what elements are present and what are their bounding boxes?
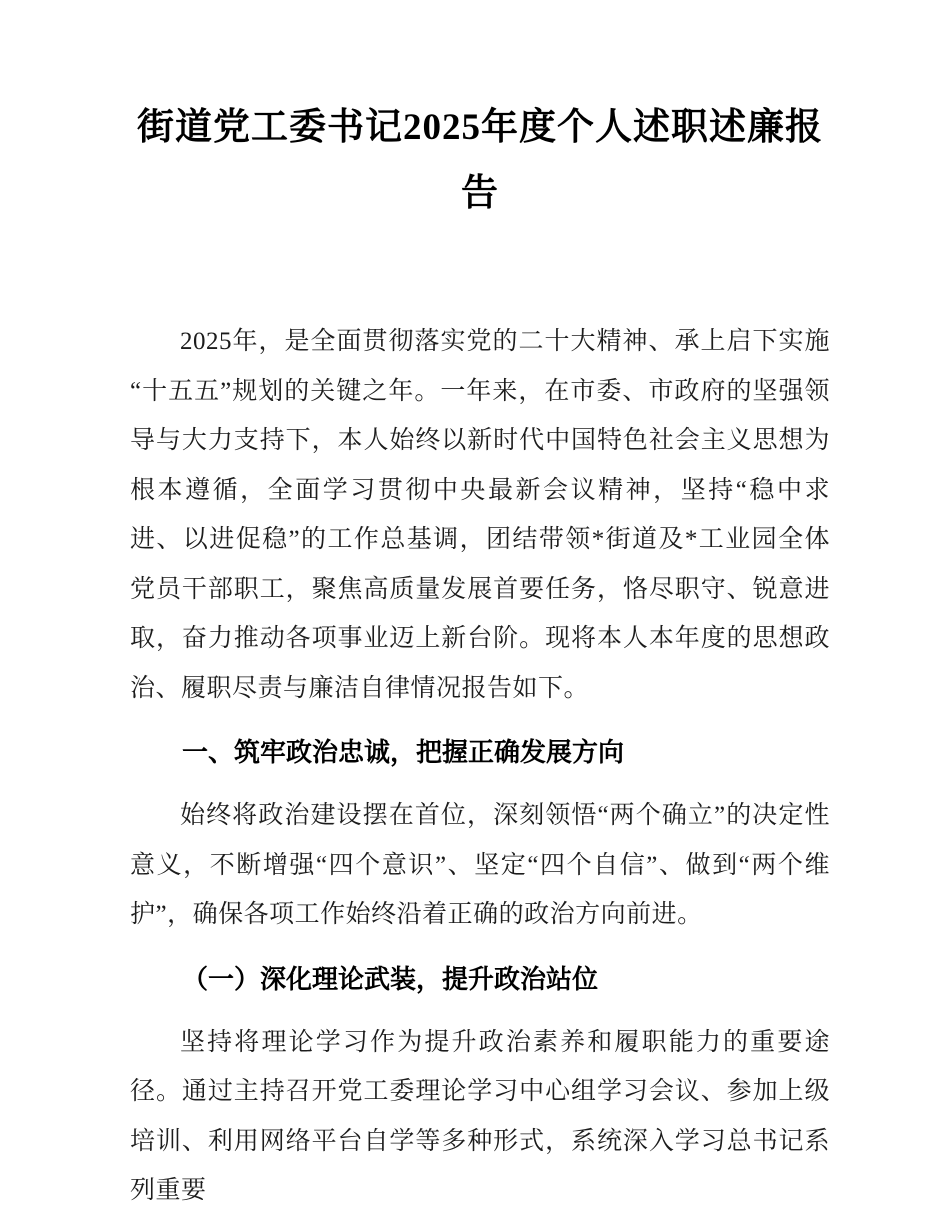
section-1-paragraph: 始终将政治建设摆在首位，深刻领悟“两个确立”的决定性意义，不断增强“四个意识”、坚定“四个自信”、做到“两个维护”，确保各项工作始终沿着正确的政治方向前进。 (130, 802, 830, 928)
heading-subsection-1-1: （一）深化理论武装，提升政治站位 (182, 963, 599, 994)
document-title: 街道党工委书记2025年度个人述职述廉报告 (137, 107, 823, 214)
intro-paragraph: 2025年，是全面贯彻落实党的二十大精神、承上启下实施“十五五”规划的关键之年。一年来，在市委、市政府的坚强领导与大力支持下，本人始终以新时代中国特色社会主义思想为根本遵循，全面学习贯彻中央最新会议精神，坚持“稳中求进、以进促稳”的工作总基调，团结带领*街道及*工业园全体党员干部职工，聚焦高质量发展首要任务，恪尽职守、锐意进取，奋力推动各项事业迈上新台阶。现将本人本年度的思想政治、履职尽责与廉洁自律情况报告如下。 (130, 328, 830, 702)
heading-section-1: 一、筑牢政治忠诚，把握正确发展方向 (182, 737, 625, 767)
subsection-1-1-paragraph: 坚持将理论学习作为提升政治素养和履职能力的重要途径。通过主持召开党工委理论学习中心组学习会议、参加上级培训、利用网络平台自学等多种形式，系统深入学习总书记系列重要 (130, 1028, 830, 1204)
